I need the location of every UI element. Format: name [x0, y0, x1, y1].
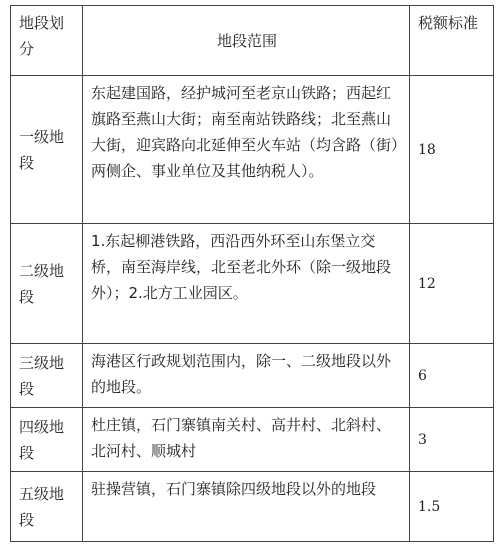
- rate-cell: 6: [410, 344, 494, 408]
- range-cell: 杜庄镇，石门寨镇南关村、高井村、北斜村、北河村、顺城村: [83, 408, 410, 472]
- rate-cell: 18: [410, 76, 494, 224]
- range-cell: 驻操营镇，石门寨镇除四级地段以外的地段: [83, 472, 410, 542]
- level-cell: 三级地段: [11, 344, 83, 408]
- rate-cell: 12: [410, 224, 494, 344]
- range-cell: 海港区行政规划范围内，除一、二级地段以外的地段。: [83, 344, 410, 408]
- table-row: [11, 472, 494, 542]
- level-cell: 二级地段: [11, 224, 83, 344]
- level-cell: 五级地段: [11, 472, 83, 542]
- level-cell: 一级地段: [11, 76, 83, 224]
- range-cell: 东起建国路，经护城河至老京山铁路；西起红旗路至燕山大街；南至南站铁路线；北至燕山大街，迎宾路向北延伸至火车站（均含路（街）两侧企、事业单位及其他纳税人）。: [83, 76, 410, 224]
- table-row: [11, 224, 494, 344]
- header-range: 地段范围: [83, 6, 410, 76]
- table-header-row: [11, 6, 494, 76]
- header-rate: 税额标准: [410, 6, 494, 76]
- level-cell: 四级地段: [11, 408, 83, 472]
- table-row: [11, 76, 494, 224]
- table-row: [11, 344, 494, 408]
- rate-cell: 1.5: [410, 472, 494, 542]
- header-level: 地段划分: [11, 6, 83, 76]
- rate-cell: 3: [410, 408, 494, 472]
- range-cell: 1.东起柳港铁路，西沿西外环至山东堡立交桥，南至海岸线，北至老北外环（除一级地段外）；2.北方工业园区。: [83, 224, 410, 344]
- tax-rate-table: [10, 5, 494, 542]
- table-row: [11, 408, 494, 472]
